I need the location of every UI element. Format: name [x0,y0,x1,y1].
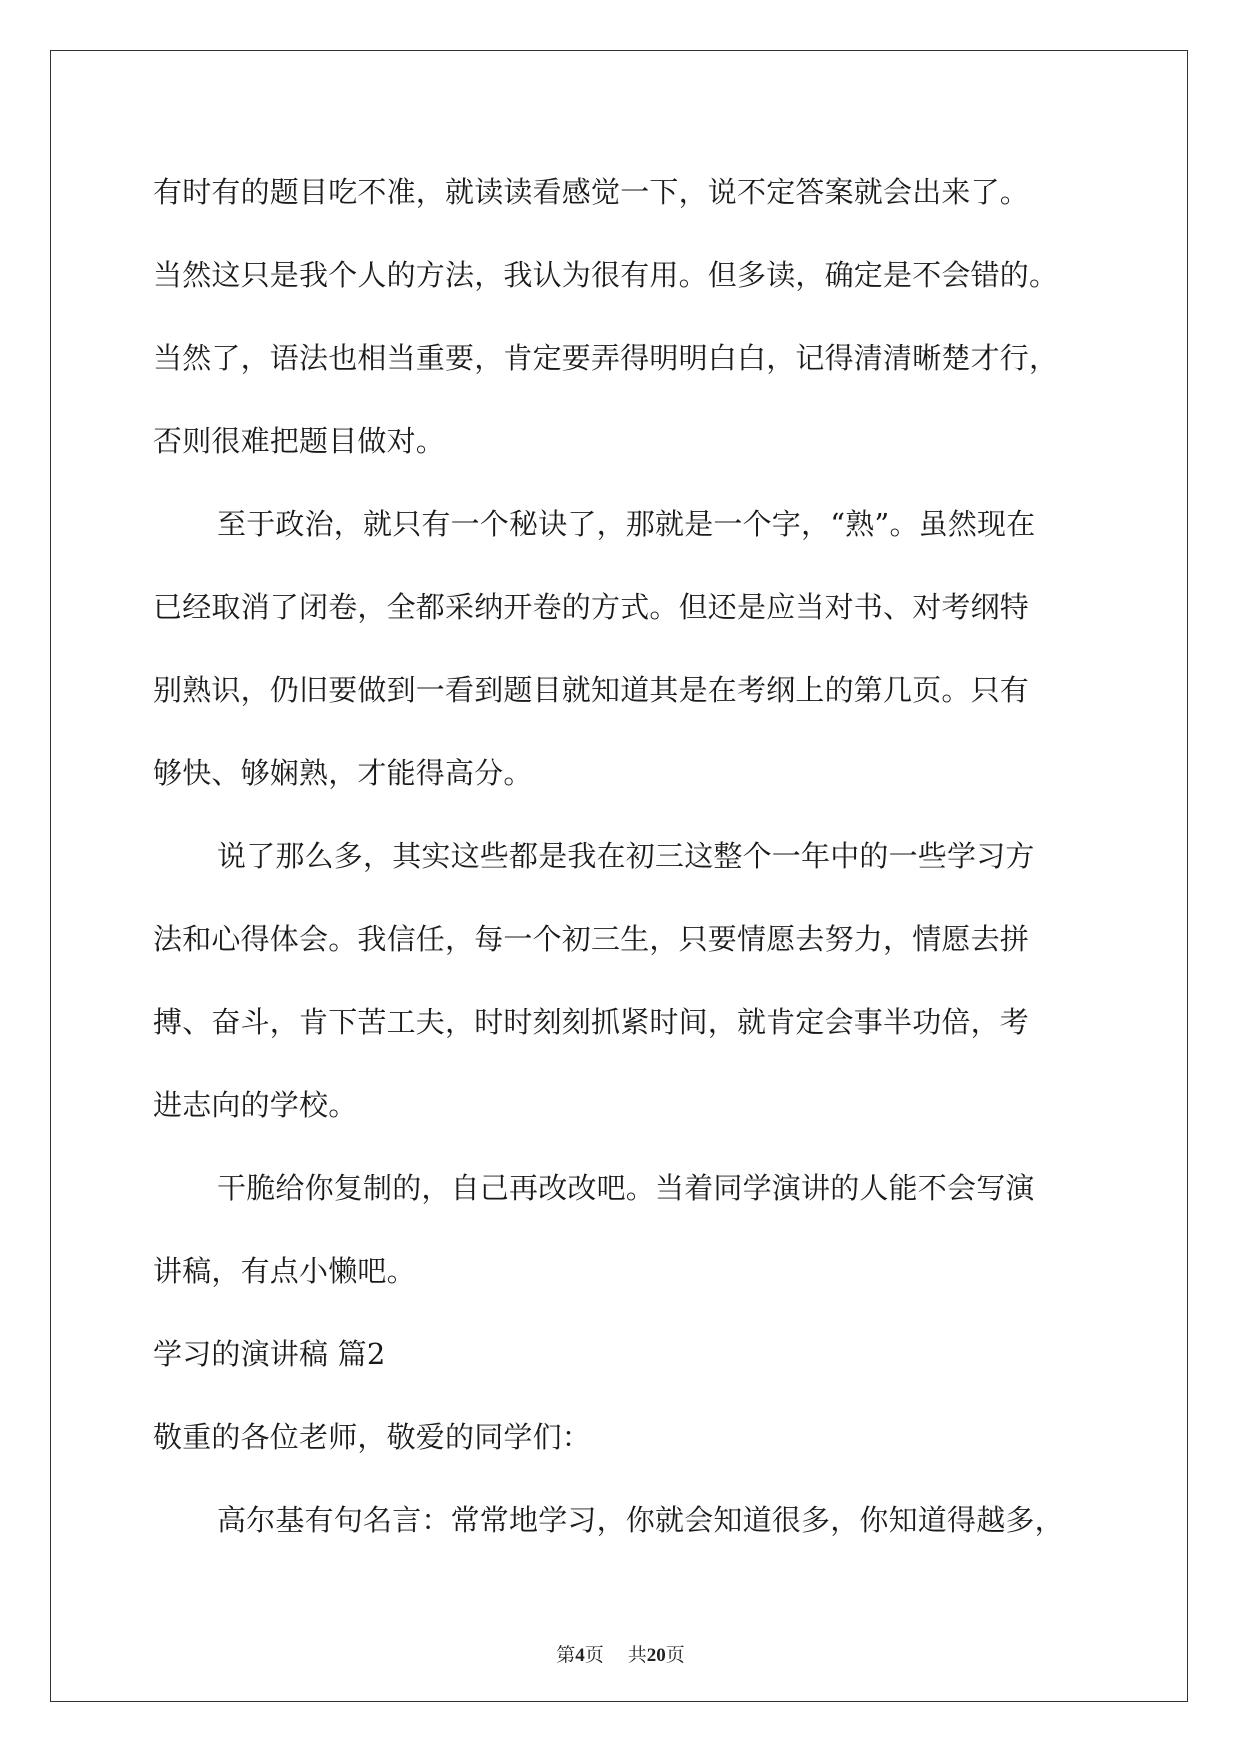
text-line: 进志向的学校。 [153,1088,358,1122]
paragraph-start-line: 干脆给你复制的，自己再改改吧。当着同学演讲的人能不会写演 [217,1171,1035,1205]
total-pages: 20 [646,1645,666,1666]
paragraph-start-line: 说了那么多，其实这些都是我在初三这整个一年中的一些学习方 [217,839,1035,873]
page-prefix: 第 [556,1645,576,1666]
text-line: 当然了，语法也相当重要，肯定要弄得明明白白，记得清清晰楚才行， [153,341,1059,375]
paragraph-start-line: 至于政治，就只有一个秘诀了，那就是一个字，“熟”。虽然现在 [217,507,1036,541]
page-suffix: 页 [584,1645,604,1666]
text-line: 法和心得体会。我信任，每一个初三生，只要情愿去努力，情愿去拼 [153,922,1030,956]
total-prefix: 共 [627,1645,647,1666]
page-footer [0,1640,1241,1667]
paragraph-start-line: 高尔基有句名言：常常地学习，你就会知道很多，你知道得越多， [217,1503,1064,1537]
text-line: 讲稿，有点小懒吧。 [153,1254,416,1288]
text-line: 当然这只是我个人的方法，我认为很有用。但多读，确定是不会错的。 [153,258,1059,292]
text-line: 否则很难把题目做对。 [153,424,446,458]
section-heading: 学习的演讲稿 篇2 [153,1337,386,1371]
document-body [153,157,1093,1568]
page-number: 4 [575,1645,585,1666]
text-line: 别熟识，仍旧要做到一看到题目就知道其是在考纲上的第几页。只有 [153,673,1030,707]
text-line: 有时有的题目吃不准，就读读看感觉一下，说不定答案就会出来了。 [153,175,1030,209]
total-suffix: 页 [665,1645,685,1666]
text-line: 搏、奋斗，肯下苦工夫，时时刻刻抓紧时间，就肯定会事半功倍，考 [153,1005,1030,1039]
salutation-line: 敬重的各位老师，敬爱的同学们： [153,1420,592,1454]
text-line: 够快、够娴熟，才能得高分。 [153,756,533,790]
text-line: 已经取消了闭卷，全都采纳开卷的方式。但还是应当对书、对考纲特 [153,590,1030,624]
